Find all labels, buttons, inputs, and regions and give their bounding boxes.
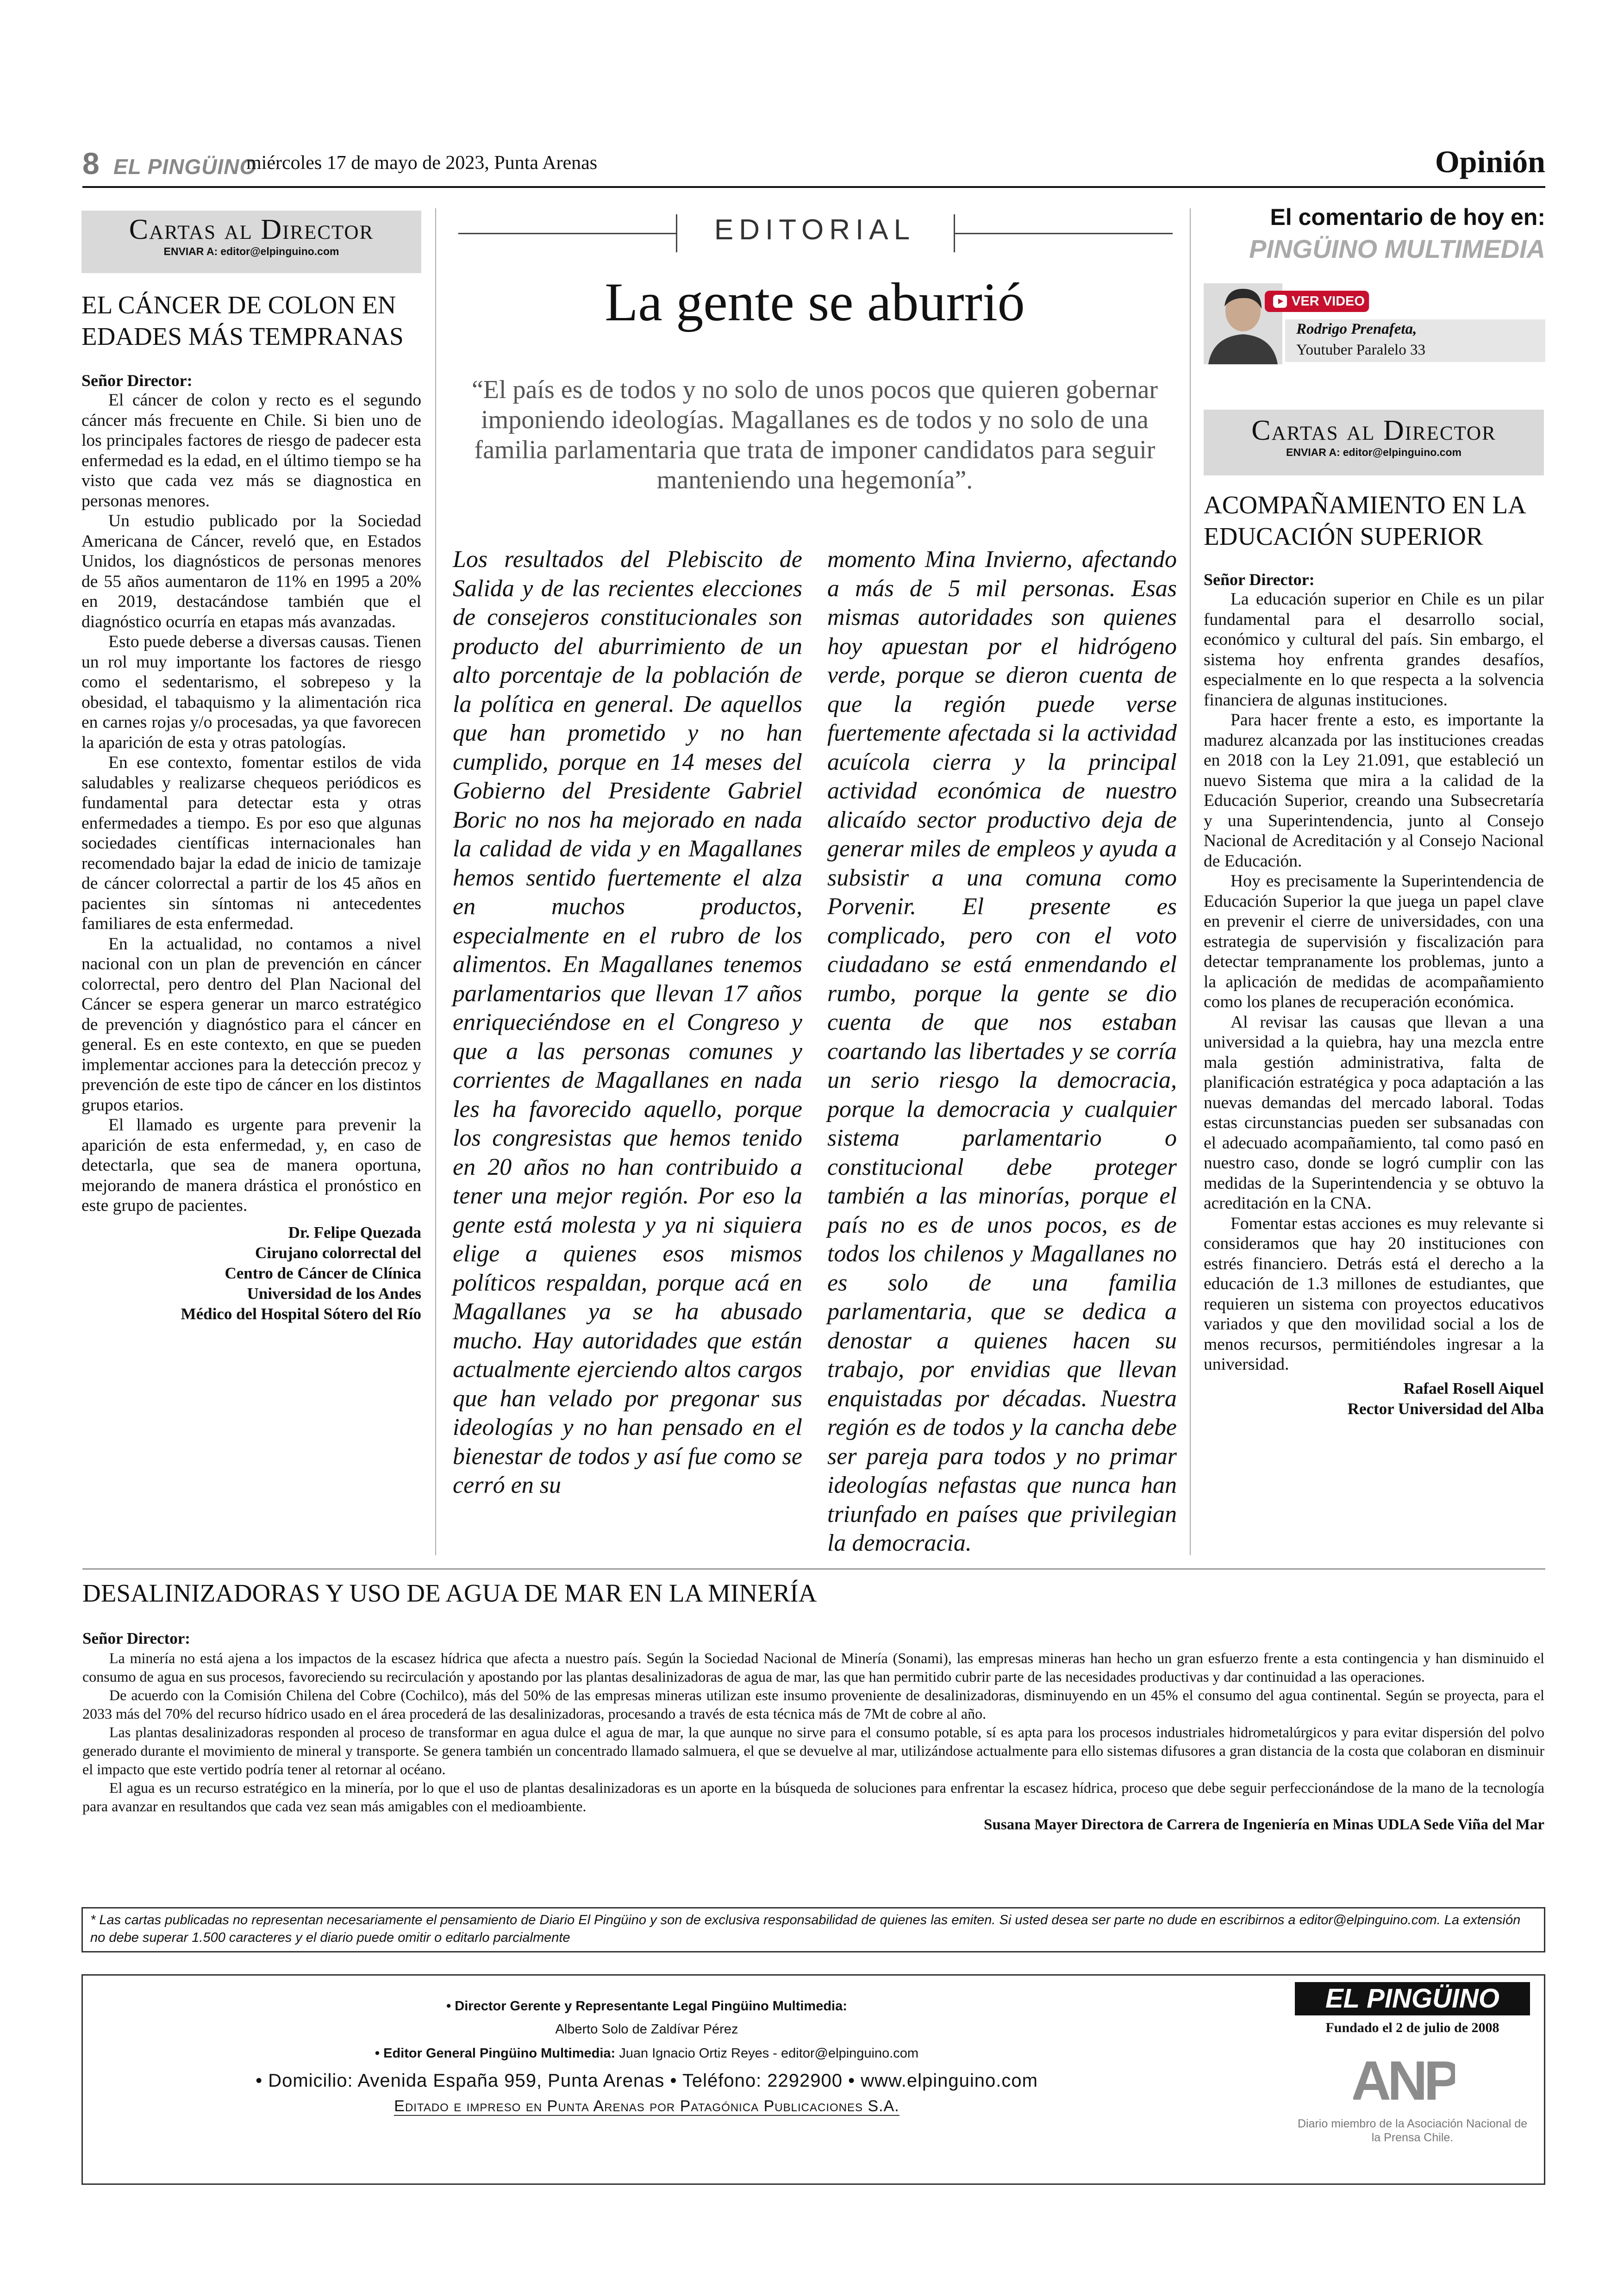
paragraph: La educación superior en Chile es un pilar fundamental para el desarrollo social, económico y cultural del país. Sin embargo, el sistema hoy enfrenta grandes desafíos, especialmente en lo que respecta a la solvencia financiera de algunas instituciones.	[1204, 590, 1544, 710]
paragraph: Fomentar estas acciones es muy relevante si consideramos que hay 20 instituciones con estrés financiero. Detrás está el derecho a la educación de 1.3 millones de estudiantes, que requieren un sistema con proyectos educativos variados y que den movilidad social a los de menos recursos, permitiéndoles ingresar a la universidad.	[1204, 1214, 1544, 1374]
footer	[81, 1974, 1545, 2185]
play-icon	[1273, 295, 1287, 308]
paragraph: Al revisar las causas que llevan a una universidad a la quiebra, hay una mezcla entre mala gestión administrativa, falta de planificación estratégica y poca adaptación a las nuevas demandas del mercado laboral. Todas estas circunstancias pueden ser subsanadas con el adecuado acompañamiento, tal como pasó en nuestro caso, donde se logró cumplir con las medidas de la Superintendencia y se obtuvo la acreditación en la CNA.	[1204, 1012, 1544, 1213]
paragraph: La minería no está ajena a los impactos de la escasez hídrica que afecta a nuestro país. Según la Sociedad Nacional de Minería (Sonami), las empresas mineras han hecho un gran esfuerzo frente a esta contingencia y han disminuido el consumo de agua en sus procesos, favoreciendo su recirculación y apostando por las plantas desalinizadoras de agua de mar, las que han permitido cubrir parte de las necesidades productivas y dar continuidad a las operaciones.	[82, 1650, 1544, 1685]
footer-printer	[0, 2097, 1377, 2115]
paragraph: Las plantas desalinizadoras responden al proceso de transformar en agua dulce el agua de mar, la que aunque no sirve para el consumo potable, sí es apta para los procesos industriales hidrometalúrgicos y para evitar dispersión del polvo generado durante el movimiento de mineral y transporte. Se genera también un concentrado llamado salmuera, el que se devuelve al mar, utilizándose actualmente para ello sistemas difusores a gran distancia de la costa que colaboran en disminuir el impacto que este vertido podría tener al retornar al océano.	[82, 1724, 1544, 1777]
email-address[interactable]: editor@elpinguino.com	[220, 245, 339, 257]
signature	[81, 1222, 421, 1324]
cartas-email-line	[1204, 446, 1544, 459]
letter-left	[81, 211, 421, 1324]
footer-address: • Domicilio: Avenida España 959, Punta Arenas • Teléfono: 2292900 • www.elpinguino.com	[256, 2070, 1038, 2091]
founded-date: Fundado el 2 de julio de 2008	[1325, 2020, 1499, 2035]
salutation: Señor Director:	[81, 371, 193, 390]
section-title: Opinión	[1435, 144, 1545, 179]
paragraph: En ese contexto, fomentar estilos de vida saludables y realizarse chequeos periódicos es fundamental para detectar esta y otras enfermedades a tiempo. Es por eso que algunas sociedades científicas internacionales han recomendado bajar la edad de inicio de tamizaje de cáncer colorrectal a partir de los 45 años en pacientes sin síntomas ni antecedentes familiares de esta enfermedad.	[81, 753, 421, 933]
anp-logo-text: ANP	[1353, 2050, 1455, 2112]
cartas-box-left	[81, 211, 421, 273]
editorial-label: EDITORIAL	[714, 214, 916, 246]
email-address[interactable]: editor@elpinguino.com	[1343, 446, 1462, 458]
letter-title: DESALINIZADORAS Y USO DE AGUA DE MAR EN LA MINERÍA	[82, 1579, 817, 1607]
commentator-name: Rodrigo Prenafeta,	[1296, 321, 1417, 337]
editorial-pull-quote: “El país es de todos y no solo de unos pocos que quieren gobernar imponiendo ideologías. Magallanes es de todos y no solo de una familia parlamentaria que trata de imponer candidatos para seguir manteniendo una hegemonía”.	[471, 375, 1158, 494]
commentator-role: Youtuber Paralelo 33	[1296, 342, 1425, 358]
page-number: 8	[82, 146, 100, 181]
signature	[1204, 1378, 1544, 1419]
signature-line: Médico del Hospital Sótero del Río	[181, 1304, 421, 1323]
editorial-label-bar	[454, 211, 1176, 257]
footer-editor-name: Juan Ignacio Ortiz Reyes - editor@elpinguino.com	[615, 2046, 919, 2061]
label-rule	[955, 233, 1173, 234]
paragraph: El cáncer de colon y recto es el segundo cáncer más frecuente en Chile. Si bien uno de los principales factores de riesgo de padecer esta enfermedad es la edad, en el último tiempo se ha visto que cada vez más se diagnostica en personas menores.	[81, 391, 421, 511]
label-tick	[676, 214, 677, 252]
anp-caption: Diario miembro de la Asociación Nacional de la Prensa Chile.	[1297, 2117, 1528, 2144]
comentario-label: El comentario de hoy en:	[1270, 204, 1545, 230]
cartas-title: Cartas al Director	[1251, 415, 1496, 446]
signature-line: Rector Universidad del Alba	[1347, 1399, 1544, 1418]
column-divider	[1190, 208, 1191, 1555]
multimedia-brand: PINGÜINO MULTIMEDIA	[1249, 234, 1545, 263]
paragraph: En la actualidad, no contamos a nivel nacional con un plan de prevención en cáncer colorrectal, pero dentro del Plan Nacional del Cáncer se espera generar un marco estratégico de prevención y diagnóstico para el cáncer en general. Es en este contexto, en que se pueden implementar acciones para la detección precoz y prevención de este tipo de cáncer en los distintos grupos etarios.	[81, 934, 421, 1115]
cartas-title: Cartas al Director	[129, 214, 374, 245]
footer-editor-label: • Editor General Pingüino Multimedia:	[375, 2046, 616, 2061]
letter-right	[1204, 410, 1544, 1419]
signature-line: Dr. Felipe Quezada	[288, 1223, 421, 1241]
footer-editor	[0, 2046, 1377, 2061]
anp-logo-icon	[1353, 2045, 1455, 2114]
column-divider	[435, 208, 436, 1555]
editorial-headline: La gente se aburrió	[605, 272, 1025, 332]
cartas-email-line	[81, 245, 421, 258]
signature-line: Universidad de los Andes	[247, 1284, 421, 1303]
signature-line: Rafael Rosell Aiquel	[1403, 1379, 1544, 1397]
email-label: ENVIAR A:	[163, 245, 218, 257]
editorial-column-1: Los resultados del Plebiscito de Salida y de las recientes elecciones de consejeros constitucionales son producto del aburrimiento de un alto porcentaje de la población de la política en general. De aquellos que han prometido y no han cumplido, porque en 14 meses del Gobierno del Presidente Gabriel Boric no nos ha mejorado en nada la calidad de vida y en Magallanes hemos sentido fuertemente el alza en muchos productos, especialmente en el rubro de los alimentos. En Magallanes tenemos parlamentarios que llevan 17 años enriqueciéndose en el Congreso y que a las personas comunes y corrientes de Magallanes en nada les ha favorecido aquello, porque los congresistas que hemos tenido en 20 años no han contribuido a tener una mejor región. Por eso la gente está molesta y ya ni siquiera elige a quienes esos mismos políticos respaldan, porque acá en Magallanes ya se ha abusado mucho. Hay autoridades que están actualmente ejerciendo altos cargos que han velado por pregonar sus ideologías y no han pensado en el bienestar de todos y así fue como se cerró en su	[453, 546, 802, 1498]
footer-director-label: • Director Gerente y Representante Legal Pingüino Multimedia:	[446, 1999, 847, 2014]
anp-logo	[1353, 2045, 1455, 2114]
footer-brand-logo: EL PINGÜINO	[1295, 1982, 1530, 2015]
paragraph: El llamado es urgente para prevenir la aparición de esta enfermedad, y, en caso de detectarla, que sea de manera oportuna, mejorando de manera drástica el pronóstico en este grupo de pacientes.	[81, 1116, 421, 1215]
signature-line: Cirujano colorrectal del	[255, 1243, 421, 1262]
signature-line: Centro de Cáncer de Clínica	[225, 1264, 421, 1282]
paragraph: Un estudio publicado por la Sociedad Americana de Cáncer, reveló que, en Estados Unidos, los diagnósticos de personas menores de 55 años aumentaron de 11% en 1995 a 20% en 2019, destacándose también que el diagnóstico ocurría en etapas más avanzadas.	[81, 511, 421, 631]
editorial-column-2: momento Mina Invierno, afectando a más de 5 mil personas. Esas mismas autoridades son quienes hoy apuestan por el hidrógeno verde, porque se dieron cuenta de que la región puede verse fuertemente afectada si la actividad acuícola cierra y la principal actividad económica de nuestro alicaído sector productivo deja de generar miles de empleos y ayuda a subsistir a una comuna como Porvenir. El presente es complicado, pero con el voto ciudadano se está enmendando el rumbo, porque la gente se dio cuenta de que nos estaban coartando las libertades y se corría un serio riesgo la democracia, porque la democracia y cualquier sistema parlamentario o constitucional debe proteger también a las minorías, porque el país no es de unos pocos, es de todos los chilenos y Magallanes no es solo de una familia parlamentaria, que se dedica a denostar a quienes hacen su trabajo, por envidias que llevan enquistadas por décadas. Nuestra región es de todos y la cancha debe ser pareja para todos y no primar ideologías nefastas que nunca han triunfado en países que privilegian la democracia.	[827, 546, 1177, 1556]
dateline: miércoles 17 de mayo de 2023, Punta Arenas	[246, 152, 598, 174]
paragraph: De acuerdo con la Comisión Chilena del Cobre (Cochilco), más del 50% de las empresas mineras utilizan este insumo proveniente de desalinizadoras, disminuyendo en un 45% el consumo del agua continental. Según se proyecta, para el 2033 más del 70% del recurso hídrico usado en el área procederá de las desalinizadoras, procesando a través de esta técnica más de 7Mt de cobre al año.	[82, 1687, 1544, 1722]
paragraph: Para hacer frente a esto, es importante la madurez alcanzada por las instituciones creadas en 2018 con la Ley 21.091, que estableció un nuevo Sistema que mira a la calidad de la Educación Superior, creando una Subsecretaría y una Superintendencia, junto al Consejo Nacional de Acreditación y al Consejo Nacional de Educación.	[1204, 711, 1544, 871]
footer-director-name: Alberto Solo de Zaldívar Pérez	[555, 2022, 738, 2037]
label-rule	[458, 233, 676, 234]
letter-bottom	[82, 1629, 1544, 1834]
footer-printer-text: Editado e impreso en Punta Arenas por Patagónica Publicaciones S.A.	[394, 2097, 899, 2115]
letter-title: EL CÁNCER DE COLON EN EDADES MÁS TEMPRANAS	[81, 291, 404, 350]
paragraph: El agua es un recurso estratégico en la minería, por lo que el uso de plantas desalinizadoras es un aporte en la búsqueda de soluciones para enfrentar la escasez hídrica, proceso que debe seguir perfeccionándose de la mano de la tecnología para avanzar en resultandos que cada vez sean más amigables con el medioambiente.	[82, 1779, 1544, 1815]
email-label: ENVIAR A:	[1286, 446, 1340, 458]
ver-video-button[interactable]	[1265, 291, 1369, 312]
ver-video-label: VER VIDEO	[1292, 294, 1365, 309]
paragraph: Hoy es precisamente la Superintendencia de Educación Superior la que juega un papel clave en prevenir el cierre de universidades, con una estrategia de supervisión y fiscalización para detectar tempranamente los problemas, junto a la aplicación de medidas de acompañamiento como los planes de recuperación económica.	[1204, 872, 1544, 1011]
masthead-brand: EL PINGÜINO	[113, 155, 257, 179]
paragraph: Esto puede deberse a diversas causas. Tienen un rol muy importante los factores de riesgo como el sedentarismo, el sobrepeso y la obesidad, el tabaquismo y la alimentación rica en carnes rojas y/o procesadas, ya que favorecen la aparición de esta y otras patologías.	[81, 632, 421, 752]
section-rule	[82, 1568, 1545, 1570]
letter-title: ACOMPAÑAMIENTO EN LA EDUCACIÓN SUPERIOR	[1204, 491, 1525, 550]
signature: Susana Mayer Directora de Carrera de Ingeniería en Minas UDLA Sede Viña del Mar	[984, 1816, 1544, 1833]
salutation: Señor Director:	[1204, 570, 1315, 589]
header-rule	[82, 186, 1545, 188]
cartas-box-right	[1204, 410, 1544, 475]
disclaimer: * Las cartas publicadas no representan necesariamente el pensamiento de Diario El Pingüino y son de exclusiva responsabilidad de quienes las emiten. Si usted desea ser parte no dude en escribirnos a editor@elpinguino.com. La extensión no debe superar 1.500 caracteres y el diario puede omitir o editarlo parcialmente	[81, 1907, 1545, 1952]
salutation: Señor Director:	[82, 1629, 190, 1647]
